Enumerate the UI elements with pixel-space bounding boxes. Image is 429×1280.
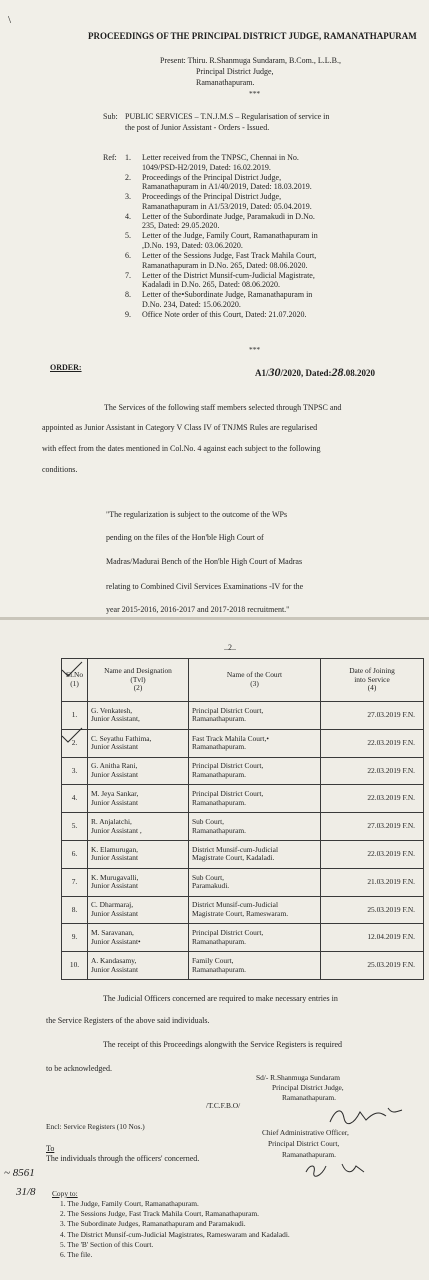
officer-line-1: Chief Administrative Officer,: [262, 1128, 349, 1137]
order-ref-prefix: A1/: [255, 368, 269, 378]
tick-mark-row-3: [60, 726, 86, 746]
copy-to-label: Copy to:: [52, 1189, 78, 1198]
order-label: ORDER:: [50, 363, 82, 372]
cell-court-text: District Munsif-cum-Judicial: [192, 844, 279, 854]
cell-court-text: Fast Track Mahila Court,•: [192, 733, 269, 743]
cell-court-text: Principal District Court,: [192, 789, 264, 799]
condition-quote-line-2: pending on the files of the Hon'ble High Court of: [106, 533, 264, 542]
cell-name-designation-text: Junior Assistant•: [91, 936, 141, 946]
cell-name-designation-text: G. Venkatesh,: [91, 705, 133, 715]
cell-date-joining-text: 25.03.2019 F.N.: [367, 960, 415, 970]
proceedings-title: PROCEEDINGS OF THE PRINCIPAL DISTRICT JUDGE, RAMANATHAPURAM: [88, 31, 417, 41]
to-recipients: The individuals through the officers' concerned.: [46, 1154, 200, 1163]
order-ref-suffix: .08.2020: [343, 368, 375, 378]
cell-court: [189, 896, 321, 924]
handwritten-margin-date: 31/8: [16, 1186, 36, 1198]
reference-text-line: D.No. 234, Dated: 15.06.2020.: [142, 299, 241, 309]
header-date-joining: [321, 659, 424, 702]
header-date-label-2: into Service: [354, 674, 390, 684]
table-row: [62, 952, 424, 980]
reference-text-line: Proceedings of the Principal District Judge,: [142, 192, 282, 202]
cell-court: [189, 840, 321, 868]
header-name-label: Name and Designation: [104, 666, 172, 676]
present-line-1: Present: Thiru. R.Shanmuga Sundaram, B.Com., L.L.B.,: [160, 56, 341, 65]
cell-name-designation-text: Junior Assistant,: [91, 714, 140, 724]
header-sl-no-col: (1): [70, 679, 79, 688]
header-name-designation: [88, 659, 189, 702]
table-row: [62, 924, 424, 952]
cell-date-joining-text: 12.04.2019 F.N.: [367, 932, 415, 942]
cell-sl-no-text: 8.: [71, 904, 78, 914]
cell-sl-no-text: 7.: [71, 876, 78, 886]
reference-text-line: Letter received from the TNPSC, Chennai in No.: [142, 153, 299, 162]
cell-sl-no-text: 10.: [69, 960, 80, 970]
enclosure: Encl: Service Registers (10 Nos.): [46, 1122, 145, 1131]
reference-text-line: Ramanathapuram in D.No. 265, Dated: 08.06.2020.: [142, 260, 308, 270]
cell-court-text: Magistrate Court, Rameswaram.: [192, 908, 289, 918]
subject-label: Sub:: [103, 112, 118, 121]
copy-to-item: 1. The Judge, Family Court, Ramanathapuram.: [60, 1199, 199, 1208]
para1-line-2: the Service Registers of the above said individuals.: [46, 1016, 210, 1025]
reference-text-line: Letter of the Sessions Judge, Fast Track Mahila Court,: [142, 251, 317, 260]
handwritten-initials: [302, 1160, 372, 1180]
cell-date-joining: [321, 729, 424, 757]
reference-number: 9.: [125, 309, 131, 319]
cell-court: [189, 924, 321, 952]
cell-name-designation: [88, 729, 189, 757]
cell-sl-no-text: 4.: [71, 793, 78, 803]
header-name-col: (2): [133, 683, 143, 693]
header-date-label: Date of Joining: [349, 666, 395, 676]
condition-quote-line-5: year 2015-2016, 2016-2017 and 2017-2018 recruitment.": [106, 605, 290, 614]
cell-name-designation-text: K. Murugavalli,: [91, 872, 139, 882]
cell-name-designation: [88, 757, 189, 785]
subject-line-1: PUBLIC SERVICES – T.N.J.M.S – Regularisation of service in: [125, 112, 330, 121]
copy-to-item: 6. The file.: [60, 1250, 93, 1259]
cell-date-joining: [321, 813, 424, 841]
cell-court-text: Sub Court,: [192, 872, 225, 882]
header-name-tvl: (Tvl): [130, 674, 146, 684]
subject-line-2: the post of Junior Assistant - Orders - Issued.: [125, 123, 270, 132]
reference-text-line: Letter of the Subordinate Judge, Paramakudi in D.No.: [142, 211, 315, 221]
reference-text-line: Proceedings of the Principal District Judge,: [142, 172, 282, 182]
reference-label: Ref:: [103, 153, 117, 162]
reference-text-line: 235, Dated: 29.05.2020.: [142, 221, 220, 231]
cell-sl-no: [62, 840, 88, 868]
cell-court-text: Family Court,: [192, 955, 234, 965]
cell-court: [189, 757, 321, 785]
cell-name-designation-text: Junior Assistant: [91, 908, 139, 918]
cell-date-joining-text: 27.03.2019 F.N.: [367, 710, 415, 720]
cell-court: [189, 785, 321, 813]
cell-date-joining-text: 27.03.2019 F.N.: [367, 821, 415, 831]
order-para-line-4: conditions.: [42, 465, 78, 474]
cell-name-designation-text: A. Kandasamy,: [91, 955, 137, 965]
cell-sl-no: [62, 785, 88, 813]
cell-name-designation-text: Junior Assistant: [91, 964, 139, 974]
reference-number: 6.: [125, 251, 131, 260]
cell-name-designation-text: C. Dharmaraj,: [91, 900, 134, 910]
cell-date-joining-text: 22.03.2019 F.N.: [367, 737, 415, 747]
reference-number: 3.: [125, 192, 131, 202]
corner-mark: \: [8, 14, 12, 26]
table-row: [62, 757, 424, 785]
header-court-label: Name of the Court: [226, 670, 283, 680]
cell-name-designation-text: G. Anitha Rani,: [91, 761, 138, 771]
header-date-col: (4): [367, 683, 377, 693]
cell-court-text: Ramanathapuram.: [192, 797, 246, 807]
order-para-line-3: with effect from the dates mentioned in Col.No. 4 against each subject to the following: [42, 444, 321, 453]
cell-name-designation: [88, 952, 189, 980]
cell-sl-no: [62, 952, 88, 980]
cell-name-designation: [88, 868, 189, 896]
cell-court: [189, 702, 321, 730]
reference-text-line: Kadaladi in D.No. 265, Dated: 08.06.2020.: [142, 280, 280, 290]
cell-name-designation-text: Junior Assistant: [91, 742, 139, 752]
header-sl-no-label: Sl.No: [65, 670, 84, 680]
order-date-handwritten: 28: [331, 365, 344, 379]
cell-date-joining: [321, 924, 424, 952]
condition-quote-line-3: Madras/Madurai Bench of the Hon'ble High Court of Madras: [106, 557, 303, 566]
cell-sl-no-text: 6.: [71, 849, 78, 859]
table-row: [62, 813, 424, 841]
cell-name-designation: [88, 702, 189, 730]
header-court-col: (3): [250, 679, 259, 688]
copy-to-item: 5. The 'B' Section of this Court.: [60, 1239, 154, 1249]
cell-date-joining: [321, 757, 424, 785]
order-para-line-2: appointed as Junior Assistant in Category V Class IV of TNJMS Rules are regularised: [42, 423, 318, 432]
order-ref-handwritten-number: 30: [268, 365, 281, 379]
cell-sl-no-text: 1.: [71, 710, 78, 720]
reference-text-line: Letter of the•Subordinate Judge, Ramanathapuram in: [142, 290, 313, 300]
table-row: [62, 785, 424, 813]
cell-date-joining-text: 22.03.2019 F.N.: [367, 765, 415, 775]
cell-name-designation-text: M. Saravanan,: [91, 928, 134, 938]
condition-quote-line-1: "The regularization is subject to the outcome of the WPs: [106, 510, 288, 519]
para2-line-1: The receipt of this Proceedings alongwith the Service Registers is required: [103, 1040, 343, 1049]
cell-name-designation: [88, 785, 189, 813]
signatory-line-3: Ramanathapuram.: [282, 1093, 336, 1102]
cell-court: [189, 813, 321, 841]
cell-sl-no: [62, 868, 88, 896]
reference-text-line: 1049/PSD-H2/2019, Dated: 16.02.2019.: [142, 162, 271, 172]
cell-court-text: District Munsif-cum-Judicial: [192, 900, 279, 910]
cell-sl-no-text: 2.: [71, 737, 78, 747]
cell-court-text: Principal District Court,: [192, 928, 264, 938]
proceedings-page-1: [0, 0, 429, 618]
reference-number: 5.: [125, 231, 131, 241]
cell-sl-no-text: 3.: [71, 765, 78, 775]
cell-court: [189, 868, 321, 896]
cell-court-text: Magistrate Court, Kadaladi.: [192, 853, 275, 863]
cell-court-text: Ramanathapuram.: [192, 964, 246, 974]
cell-sl-no: [62, 813, 88, 841]
staff-regularisation-table: [61, 658, 424, 980]
handwritten-margin-number: ~ 8561: [4, 1167, 35, 1179]
cell-sl-no-text: 5.: [71, 821, 78, 831]
to-label: To: [46, 1144, 55, 1153]
cell-sl-no-text: 9.: [71, 932, 78, 942]
table-row: [62, 702, 424, 730]
tcfbo-mark: /T.C.F.B.O/: [206, 1101, 241, 1110]
cell-date-joining-text: 25.03.2019 F.N.: [367, 904, 415, 914]
cell-date-joining-text: 22.03.2019 F.N.: [367, 849, 415, 859]
cell-court-text: Sub Court,: [192, 816, 225, 826]
cell-name-designation-text: C. Seyathu Fathima,: [91, 733, 152, 743]
condition-quote-line-4: relating to Combined Civil Services Examinations -IV for the: [106, 582, 304, 591]
cell-date-joining: [321, 896, 424, 924]
cell-date-joining: [321, 702, 424, 730]
cell-sl-no: [62, 757, 88, 785]
cell-name-designation-text: R. Anjalatchi,: [91, 816, 132, 826]
cell-name-designation: [88, 813, 189, 841]
cell-name-designation-text: Junior Assistant: [91, 881, 139, 891]
tick-mark-row-1: [60, 660, 86, 680]
copy-to-item: 2. The Sessions Judge, Fast Track Mahila Court, Ramanathapuram.: [60, 1209, 259, 1219]
officer-line-2: Principal District Court,: [268, 1139, 340, 1148]
table-row: [62, 868, 424, 896]
cell-name-designation-text: Junior Assistant: [91, 853, 139, 863]
cell-date-joining: [321, 785, 424, 813]
cell-name-designation: [88, 924, 189, 952]
header-stars: ***: [249, 89, 261, 98]
cell-name-designation-text: Junior Assistant: [91, 797, 139, 807]
signatory-line-1: Sd/- R.Shanmuga Sundaram: [256, 1073, 340, 1082]
cell-name-designation: [88, 896, 189, 924]
cell-date-joining: [321, 952, 424, 980]
cell-date-joining-text: 22.03.2019 F.N.: [367, 793, 415, 803]
cell-name-designation-text: Junior Assistant ,: [91, 825, 142, 835]
table-row: [62, 896, 424, 924]
cell-date-joining: [321, 840, 424, 868]
present-line-3: Ramanathapuram.: [196, 78, 255, 87]
cell-sl-no: [62, 896, 88, 924]
reference-number: 2.: [125, 172, 131, 182]
table-row: [62, 840, 424, 868]
present-line-2: Principal District Judge,: [196, 67, 274, 76]
reference-text-line: Ramanathapuram in A1/40/2019, Dated: 18.03.2019.: [142, 182, 312, 192]
cell-court-text: Paramakudi.: [192, 881, 230, 891]
para1-line-1: The Judicial Officers concerned are required to make necessary entries in: [103, 994, 338, 1003]
order-reference: [255, 365, 375, 380]
copy-to-item: 3. The Subordinate Judges, Ramanathapuram and Paramakudi.: [60, 1219, 246, 1229]
handwritten-signature-1: [326, 1104, 406, 1128]
cell-court-text: Ramanathapuram.: [192, 742, 246, 752]
cell-name-designation-text: Junior Assistant: [91, 769, 139, 779]
reference-text-line: ,D.No. 193, Dated: 03.06.2020.: [142, 241, 243, 250]
reference-text-line: Letter of the District Munsif-cum-Judicial Magistrate,: [142, 270, 315, 280]
cell-name-designation-text: K. Elamurugan,: [91, 844, 138, 854]
page-number: ..2..: [224, 643, 236, 652]
copy-to-item: 4. The District Munsif-cum-Judicial Magistrates, Rameswaram and Kadaladi.: [60, 1229, 290, 1239]
reference-number: 7.: [125, 270, 131, 280]
cell-court: [189, 729, 321, 757]
reference-number: 8.: [125, 290, 131, 300]
reference-number: 4.: [125, 211, 131, 221]
order-para-line-1: The Services of the following staff members selected through TNPSC and: [104, 403, 342, 412]
reference-text-line: Letter of the Judge, Family Court, Ramanathapuram in: [142, 231, 318, 241]
header-court: [189, 659, 321, 702]
cell-name-designation: [88, 840, 189, 868]
cell-court-text: Ramanathapuram.: [192, 769, 246, 779]
order-ref-mid: /2020, Dated:: [280, 368, 332, 378]
reference-number: 1.: [125, 153, 131, 162]
cell-name-designation-text: M. Jeya Sankar,: [91, 789, 139, 799]
cell-date-joining: [321, 868, 424, 896]
officer-line-3: Ramanathapuram.: [282, 1150, 336, 1159]
table-header-row: [62, 659, 424, 702]
signatory-line-2: Principal District Judge,: [272, 1083, 344, 1092]
reference-text-line: Office Note order of this Court, Dated: 21.07.2020.: [142, 309, 307, 319]
cell-court-text: Principal District Court,: [192, 761, 264, 771]
para2-line-2: to be acknowledged.: [46, 1064, 112, 1073]
cell-sl-no: [62, 924, 88, 952]
cell-court-text: Ramanathapuram.: [192, 825, 246, 835]
cell-court-text: Ramanathapuram.: [192, 936, 246, 946]
table-row: [62, 729, 424, 757]
cell-court: [189, 952, 321, 980]
cell-court-text: Principal District Court,: [192, 705, 264, 715]
cell-date-joining-text: 21.03.2019 F.N.: [367, 876, 415, 886]
reference-stars: ***: [249, 345, 261, 354]
cell-court-text: Ramanathapuram.: [192, 714, 246, 724]
reference-text-line: Ramanathapuram in A1/53/2019, Dated: 05.04.2019.: [142, 201, 312, 211]
